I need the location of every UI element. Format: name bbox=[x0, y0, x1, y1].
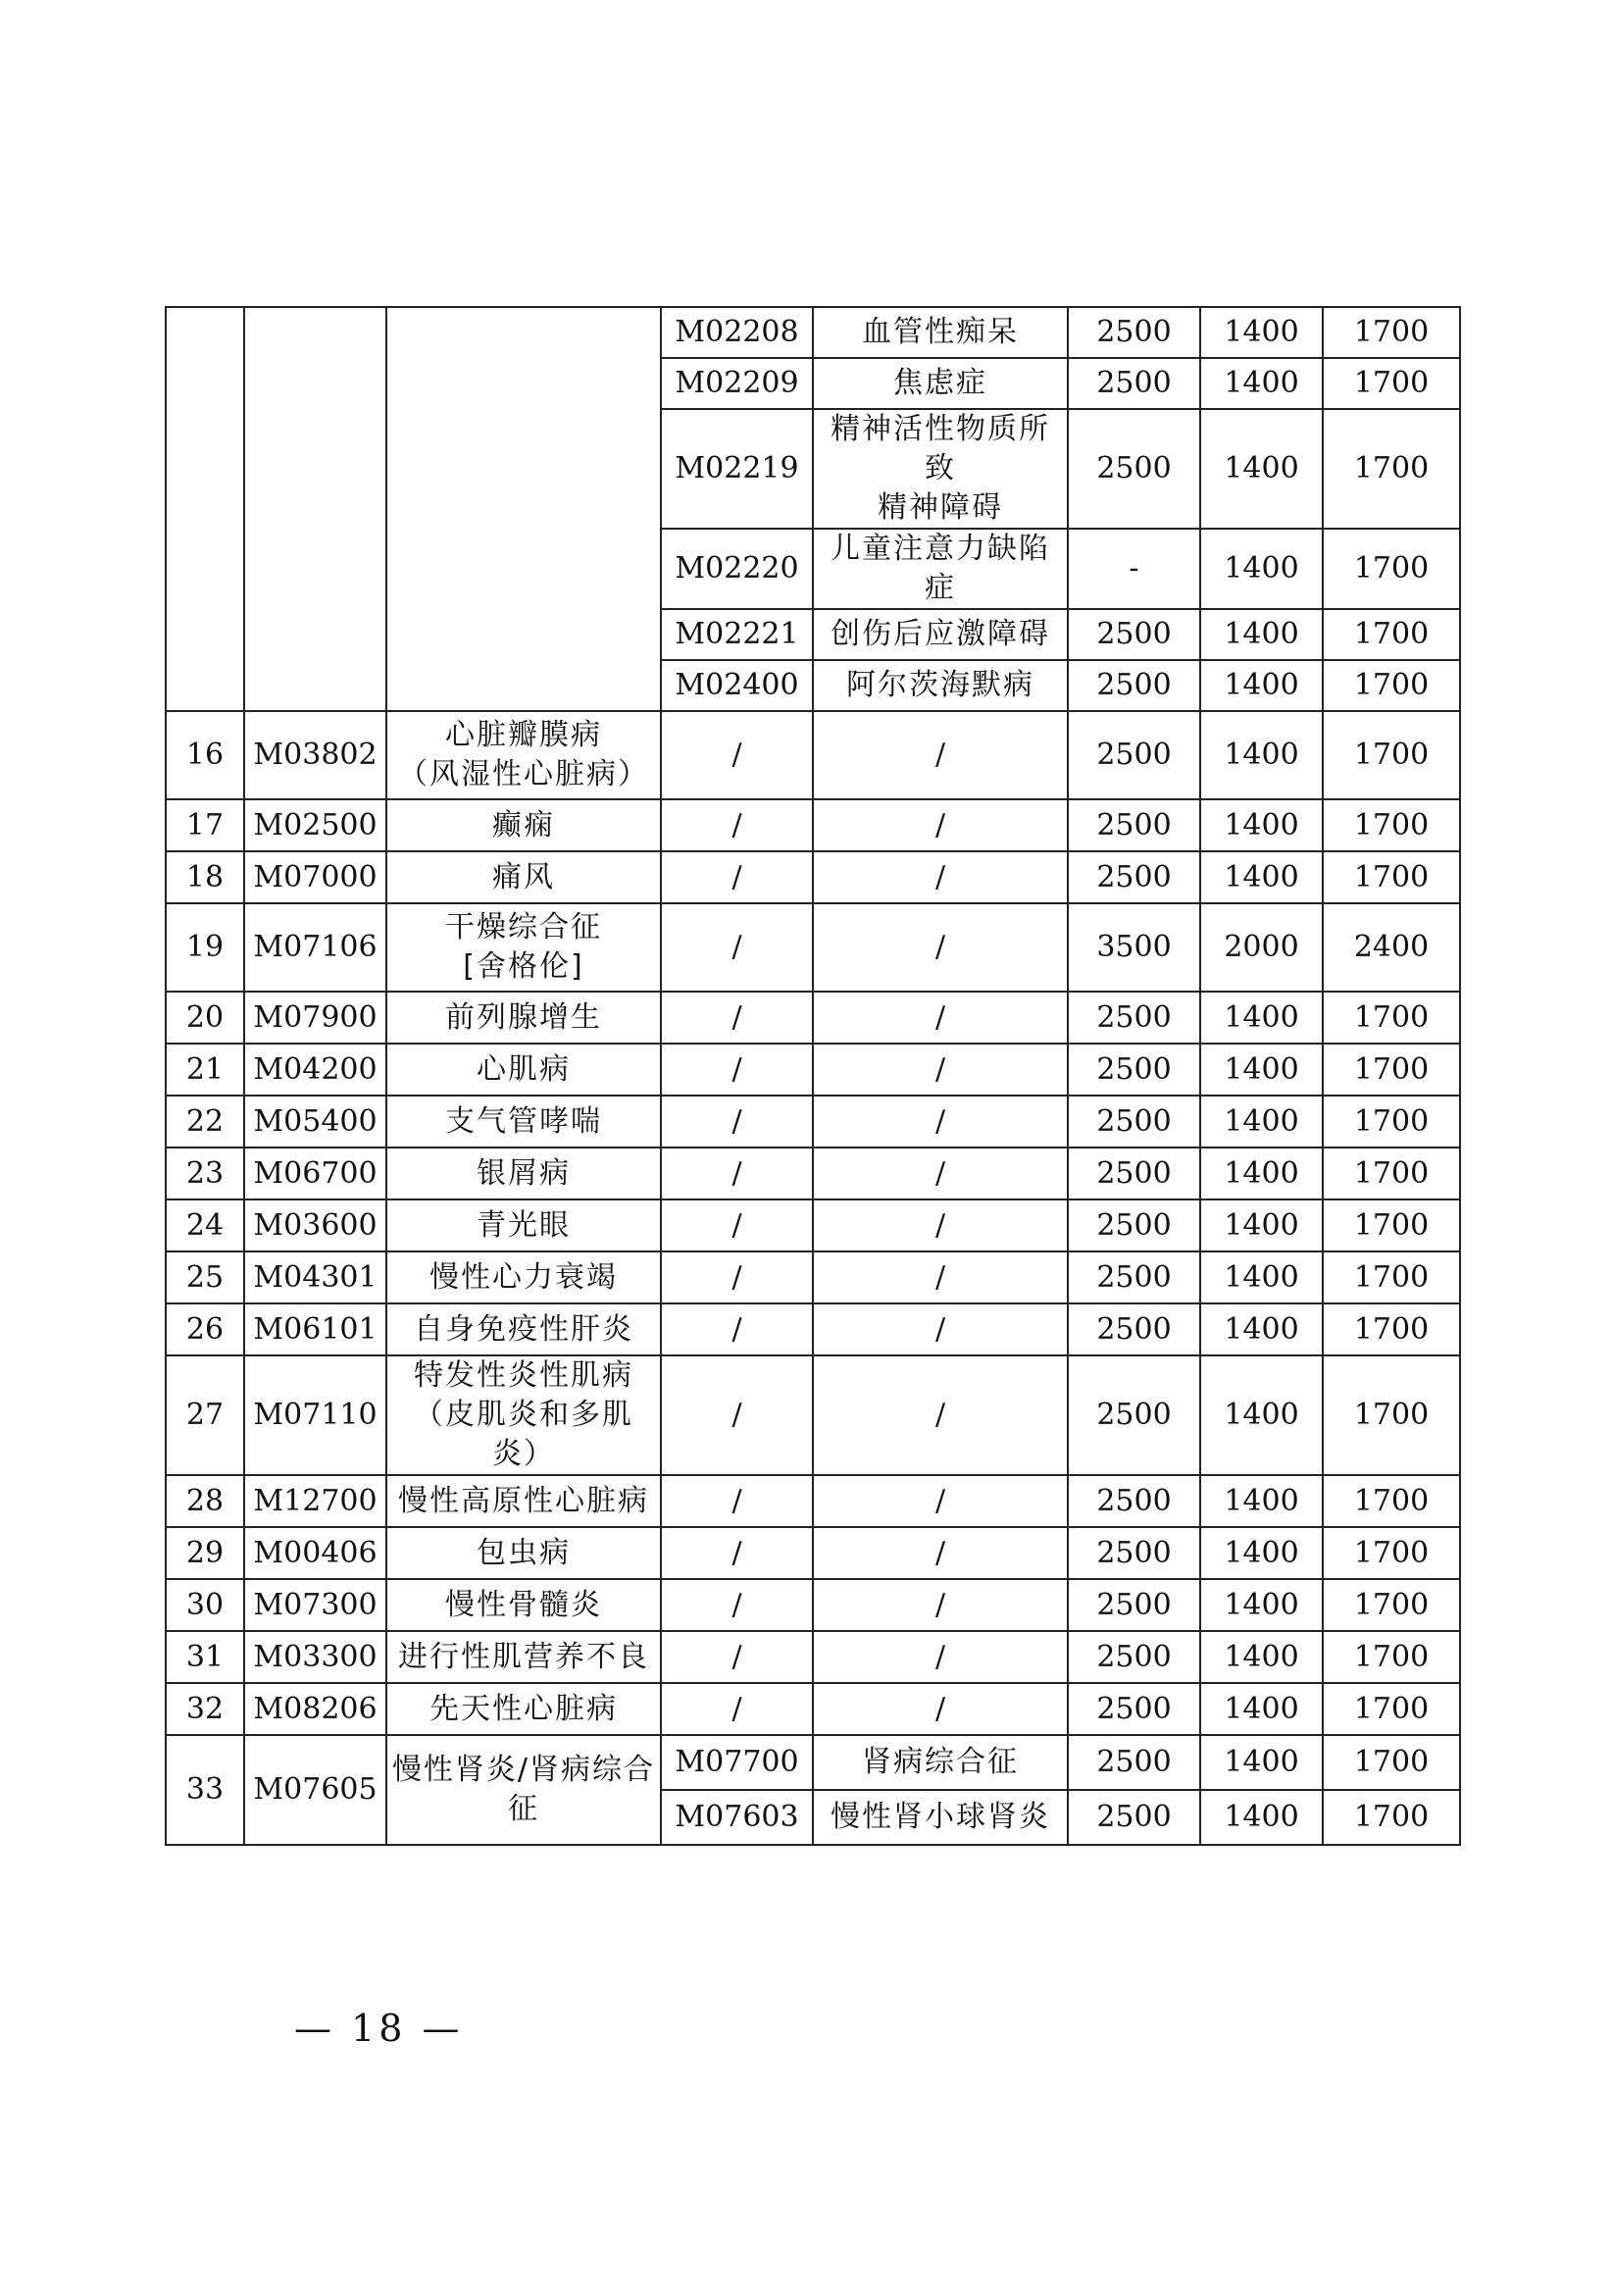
code-cell: M00406 bbox=[244, 1527, 386, 1579]
name-cell bbox=[386, 903, 661, 992]
value3-cell: 1700 bbox=[1323, 1355, 1460, 1475]
sub-code-cell: M02221 bbox=[661, 609, 813, 660]
value2-cell: 1400 bbox=[1200, 409, 1323, 529]
sub-code-cell: / bbox=[661, 1475, 813, 1527]
name-cell-line: （皮肌炎和多肌炎） bbox=[414, 1398, 633, 1471]
sub-name-cell: / bbox=[813, 1199, 1068, 1251]
no-cell: 19 bbox=[166, 903, 244, 992]
value2-cell: 1400 bbox=[1200, 799, 1323, 851]
value1-cell: 2500 bbox=[1068, 1044, 1200, 1096]
name-cell-line: 先天性心脏病 bbox=[429, 1691, 618, 1726]
name-cell-line: 前列腺增生 bbox=[445, 999, 602, 1035]
value2-cell: 1400 bbox=[1200, 1251, 1323, 1303]
value2-cell: 1400 bbox=[1200, 529, 1323, 609]
table-row bbox=[166, 1303, 1460, 1355]
value2-cell: 1400 bbox=[1200, 992, 1323, 1044]
value2-cell: 1400 bbox=[1200, 609, 1323, 660]
value2-cell: 1400 bbox=[1200, 1527, 1323, 1579]
table-row bbox=[166, 1096, 1460, 1148]
sub-name-cell bbox=[813, 609, 1068, 660]
sub-code-cell: / bbox=[661, 1251, 813, 1303]
value3-cell: 1700 bbox=[1323, 1790, 1460, 1845]
sub-name-cell: / bbox=[813, 711, 1068, 799]
name-cell-line: 银屑病 bbox=[477, 1155, 571, 1191]
sub-name-cell-line: 创伤后应激障碍 bbox=[831, 617, 1050, 651]
name-cell-line: 心肌病 bbox=[477, 1051, 571, 1087]
sub-name-cell bbox=[813, 307, 1068, 358]
name-cell bbox=[386, 1148, 661, 1199]
sub-code-cell: / bbox=[661, 1148, 813, 1199]
sub-name-cell: / bbox=[813, 992, 1068, 1044]
value1-cell: 2500 bbox=[1068, 1148, 1200, 1199]
name-cell-line: 干燥综合征 bbox=[445, 910, 602, 944]
no-cell: 32 bbox=[166, 1683, 244, 1735]
page-number: — 18 — bbox=[294, 2007, 464, 2050]
sub-code-cell: / bbox=[661, 1579, 813, 1631]
sub-name-cell bbox=[813, 660, 1068, 711]
value1-cell: 2500 bbox=[1068, 1631, 1200, 1683]
value1-cell: 2500 bbox=[1068, 307, 1200, 358]
value3-cell: 1700 bbox=[1323, 1579, 1460, 1631]
name-cell-line: 慢性心力衰竭 bbox=[429, 1259, 618, 1295]
value1-cell: 2500 bbox=[1068, 1579, 1200, 1631]
name-cell bbox=[386, 1303, 661, 1355]
value1-cell: 2500 bbox=[1068, 609, 1200, 660]
value3-cell: 1700 bbox=[1323, 1475, 1460, 1527]
table-row bbox=[166, 799, 1460, 851]
code-cell: M03300 bbox=[244, 1631, 386, 1683]
table-row bbox=[166, 1199, 1460, 1251]
value3-cell: 1700 bbox=[1323, 1303, 1460, 1355]
value1-cell: - bbox=[1068, 529, 1200, 609]
no-cell: 31 bbox=[166, 1631, 244, 1683]
value2-cell: 2000 bbox=[1200, 903, 1323, 992]
value3-cell: 1700 bbox=[1323, 1631, 1460, 1683]
sub-name-cell bbox=[813, 529, 1068, 609]
value1-cell: 2500 bbox=[1068, 1527, 1200, 1579]
name-cell bbox=[386, 1199, 661, 1251]
sub-code-cell: M07700 bbox=[661, 1735, 813, 1790]
table-row bbox=[166, 1044, 1460, 1096]
value1-cell: 2500 bbox=[1068, 1475, 1200, 1527]
sub-name-cell: / bbox=[813, 1096, 1068, 1148]
code-cell: M07106 bbox=[244, 903, 386, 992]
value1-cell: 2500 bbox=[1068, 711, 1200, 799]
name-cell-line: 进行性肌营养不良 bbox=[398, 1639, 649, 1674]
no-cell: 27 bbox=[166, 1355, 244, 1475]
sub-code-cell: / bbox=[661, 1096, 813, 1148]
table-row bbox=[166, 1355, 1460, 1475]
no-cell: 29 bbox=[166, 1527, 244, 1579]
name-cell-line: 痛风 bbox=[492, 859, 555, 894]
value3-cell: 2400 bbox=[1323, 903, 1460, 992]
name-cell bbox=[386, 1355, 661, 1475]
code-cell: M04200 bbox=[244, 1044, 386, 1096]
value1-cell: 3500 bbox=[1068, 903, 1200, 992]
no-cell: 17 bbox=[166, 799, 244, 851]
value1-cell: 2500 bbox=[1068, 1199, 1200, 1251]
sub-name-cell-line: 儿童注意力缺陷症 bbox=[831, 532, 1050, 605]
name-cell-line: 支气管哮喘 bbox=[445, 1103, 602, 1139]
name-cell bbox=[386, 799, 661, 851]
no-cell: 20 bbox=[166, 992, 244, 1044]
name-cell bbox=[386, 1251, 661, 1303]
code-cell: M07300 bbox=[244, 1579, 386, 1631]
value3-cell: 1700 bbox=[1323, 851, 1460, 903]
code-cell: M02500 bbox=[244, 799, 386, 851]
disease-table bbox=[165, 306, 1461, 1846]
sub-name-cell-line: 血管性痴呆 bbox=[862, 315, 1019, 349]
sub-name-cell: 肾病综合征 bbox=[813, 1735, 1068, 1790]
name-cell-line: 慢性骨髓炎 bbox=[445, 1587, 602, 1622]
value3-cell: 1700 bbox=[1323, 1251, 1460, 1303]
sub-code-cell: / bbox=[661, 992, 813, 1044]
sub-name-cell-line: 阿尔茨海默病 bbox=[846, 668, 1034, 702]
value2-cell: 1400 bbox=[1200, 1199, 1323, 1251]
name-cell-line: 癫痫 bbox=[492, 807, 555, 842]
sub-name-cell: / bbox=[813, 1303, 1068, 1355]
sub-code-cell: / bbox=[661, 1199, 813, 1251]
value3-cell: 1700 bbox=[1323, 358, 1460, 409]
code-cell: M06101 bbox=[244, 1303, 386, 1355]
table-row bbox=[166, 903, 1460, 992]
value3-cell: 1700 bbox=[1323, 307, 1460, 358]
value1-cell: 2500 bbox=[1068, 851, 1200, 903]
no-cell: 25 bbox=[166, 1251, 244, 1303]
table-row bbox=[166, 1148, 1460, 1199]
value2-cell: 1400 bbox=[1200, 1735, 1323, 1790]
value2-cell: 1400 bbox=[1200, 1096, 1323, 1148]
name-cell: 慢性肾炎/肾病综合征 bbox=[386, 1735, 661, 1845]
value2-cell: 1400 bbox=[1200, 851, 1323, 903]
name-cell bbox=[386, 851, 661, 903]
value2-cell: 1400 bbox=[1200, 1148, 1323, 1199]
value3-cell: 1700 bbox=[1323, 1527, 1460, 1579]
value1-cell: 2500 bbox=[1068, 1683, 1200, 1735]
sub-name-cell-line: 焦虑症 bbox=[893, 366, 987, 400]
table-row bbox=[166, 1475, 1460, 1527]
value2-cell: 1400 bbox=[1200, 660, 1323, 711]
value3-cell: 1700 bbox=[1323, 529, 1460, 609]
sub-code-cell: M02219 bbox=[661, 409, 813, 529]
sub-code-cell: M02208 bbox=[661, 307, 813, 358]
code-cell: M06700 bbox=[244, 1148, 386, 1199]
name-cell-line: 心脏瓣膜病 bbox=[445, 718, 602, 752]
value3-cell: 1700 bbox=[1323, 1199, 1460, 1251]
table-row bbox=[166, 851, 1460, 903]
table-row bbox=[166, 307, 1460, 358]
table-row bbox=[166, 1579, 1460, 1631]
sub-code-cell: / bbox=[661, 1527, 813, 1579]
table-row bbox=[166, 1735, 1460, 1790]
value3-cell: 1700 bbox=[1323, 409, 1460, 529]
value2-cell: 1400 bbox=[1200, 1790, 1323, 1845]
code-cell: M03600 bbox=[244, 1199, 386, 1251]
table-row bbox=[166, 992, 1460, 1044]
sub-name-cell: / bbox=[813, 1251, 1068, 1303]
value2-cell: 1400 bbox=[1200, 1475, 1323, 1527]
sub-code-cell: M07603 bbox=[661, 1790, 813, 1845]
sub-name-cell: / bbox=[813, 851, 1068, 903]
value3-cell: 1700 bbox=[1323, 992, 1460, 1044]
sub-name-cell: / bbox=[813, 1148, 1068, 1199]
sub-name-cell bbox=[813, 358, 1068, 409]
code-cell: M05400 bbox=[244, 1096, 386, 1148]
no-cell: 33 bbox=[166, 1735, 244, 1845]
no-cell: 24 bbox=[166, 1199, 244, 1251]
sub-code-cell: / bbox=[661, 851, 813, 903]
sub-name-cell bbox=[813, 409, 1068, 529]
name-cell bbox=[386, 992, 661, 1044]
sub-code-cell: / bbox=[661, 1683, 813, 1735]
value3-cell: 1700 bbox=[1323, 1096, 1460, 1148]
value2-cell: 1400 bbox=[1200, 1044, 1323, 1096]
value3-cell: 1700 bbox=[1323, 1148, 1460, 1199]
sub-code-cell: M02400 bbox=[661, 660, 813, 711]
value1-cell: 2500 bbox=[1068, 358, 1200, 409]
value2-cell: 1400 bbox=[1200, 358, 1323, 409]
value2-cell: 1400 bbox=[1200, 1631, 1323, 1683]
name-cell bbox=[386, 1631, 661, 1683]
name-cell bbox=[386, 1096, 661, 1148]
value1-cell: 2500 bbox=[1068, 1303, 1200, 1355]
table-row bbox=[166, 1527, 1460, 1579]
sub-code-cell: M02209 bbox=[661, 358, 813, 409]
value3-cell: 1700 bbox=[1323, 1044, 1460, 1096]
no-cell: 26 bbox=[166, 1303, 244, 1355]
sub-code-cell: / bbox=[661, 1044, 813, 1096]
code-cell: M04301 bbox=[244, 1251, 386, 1303]
code-cell: M07110 bbox=[244, 1355, 386, 1475]
name-cell-line: 自身免疫性肝炎 bbox=[414, 1311, 633, 1347]
sub-code-cell: / bbox=[661, 711, 813, 799]
sub-name-cell: / bbox=[813, 1579, 1068, 1631]
sub-name-cell: / bbox=[813, 903, 1068, 992]
name-cell-line: （风湿性心脏病） bbox=[398, 757, 649, 791]
name-cell bbox=[386, 711, 661, 799]
code-cell: M03802 bbox=[244, 711, 386, 799]
code-cell: M12700 bbox=[244, 1475, 386, 1527]
sub-name-cell-line: 精神活性物质所致 bbox=[831, 412, 1050, 485]
value2-cell: 1400 bbox=[1200, 711, 1323, 799]
value3-cell: 1700 bbox=[1323, 1683, 1460, 1735]
name-cell bbox=[386, 1475, 661, 1527]
sub-name-cell: / bbox=[813, 1683, 1068, 1735]
code-cell: M07605 bbox=[244, 1735, 386, 1845]
table-row bbox=[166, 1683, 1460, 1735]
value1-cell: 2500 bbox=[1068, 1251, 1200, 1303]
name-cell bbox=[386, 1683, 661, 1735]
value2-cell: 1400 bbox=[1200, 1683, 1323, 1735]
sub-name-cell: 慢性肾小球肾炎 bbox=[813, 1790, 1068, 1845]
no-cell-empty bbox=[166, 307, 244, 711]
no-cell: 30 bbox=[166, 1579, 244, 1631]
value1-cell: 2500 bbox=[1068, 992, 1200, 1044]
value1-cell: 2500 bbox=[1068, 1355, 1200, 1475]
table-row bbox=[166, 1631, 1460, 1683]
code-cell-empty bbox=[244, 307, 386, 711]
sub-code-cell: M02220 bbox=[661, 529, 813, 609]
name-cell-line: 青光眼 bbox=[477, 1207, 571, 1243]
table-row bbox=[166, 1251, 1460, 1303]
sub-code-cell: / bbox=[661, 1631, 813, 1683]
no-cell: 16 bbox=[166, 711, 244, 799]
value1-cell: 2500 bbox=[1068, 660, 1200, 711]
sub-name-cell: / bbox=[813, 1631, 1068, 1683]
no-cell: 22 bbox=[166, 1096, 244, 1148]
name-cell-line: 慢性高原性心脏病 bbox=[398, 1483, 649, 1518]
name-cell-line: 特发性炎性肌病 bbox=[414, 1358, 633, 1393]
value1-cell: 2500 bbox=[1068, 799, 1200, 851]
table-row bbox=[166, 711, 1460, 799]
sub-name-cell: / bbox=[813, 799, 1068, 851]
value3-cell: 1700 bbox=[1323, 799, 1460, 851]
value2-cell: 1400 bbox=[1200, 1303, 1323, 1355]
name-cell bbox=[386, 1579, 661, 1631]
no-cell: 21 bbox=[166, 1044, 244, 1096]
sub-code-cell: / bbox=[661, 1355, 813, 1475]
no-cell: 28 bbox=[166, 1475, 244, 1527]
value2-cell: 1400 bbox=[1200, 1355, 1323, 1475]
no-cell: 18 bbox=[166, 851, 244, 903]
sub-code-cell: / bbox=[661, 799, 813, 851]
sub-name-cell-line: 精神障碍 bbox=[878, 490, 1003, 525]
value2-cell: 1400 bbox=[1200, 307, 1323, 358]
value3-cell: 1700 bbox=[1323, 660, 1460, 711]
sub-name-cell: / bbox=[813, 1044, 1068, 1096]
code-cell: M08206 bbox=[244, 1683, 386, 1735]
value1-cell: 2500 bbox=[1068, 1735, 1200, 1790]
value1-cell: 2500 bbox=[1068, 409, 1200, 529]
sub-name-cell: / bbox=[813, 1527, 1068, 1579]
value1-cell: 2500 bbox=[1068, 1096, 1200, 1148]
no-cell: 23 bbox=[166, 1148, 244, 1199]
value2-cell: 1400 bbox=[1200, 1579, 1323, 1631]
sub-code-cell: / bbox=[661, 1303, 813, 1355]
sub-name-cell: / bbox=[813, 1355, 1068, 1475]
value3-cell: 1700 bbox=[1323, 711, 1460, 799]
name-cell-line: 包虫病 bbox=[477, 1535, 571, 1570]
sub-name-cell: / bbox=[813, 1475, 1068, 1527]
name-cell bbox=[386, 1527, 661, 1579]
value3-cell: 1700 bbox=[1323, 609, 1460, 660]
value1-cell: 2500 bbox=[1068, 1790, 1200, 1845]
name-cell-line: [舍格伦] bbox=[463, 949, 584, 984]
sub-code-cell: / bbox=[661, 903, 813, 992]
code-cell: M07900 bbox=[244, 992, 386, 1044]
code-cell: M07000 bbox=[244, 851, 386, 903]
name-cell-empty bbox=[386, 307, 661, 711]
name-cell bbox=[386, 1044, 661, 1096]
value3-cell: 1700 bbox=[1323, 1735, 1460, 1790]
